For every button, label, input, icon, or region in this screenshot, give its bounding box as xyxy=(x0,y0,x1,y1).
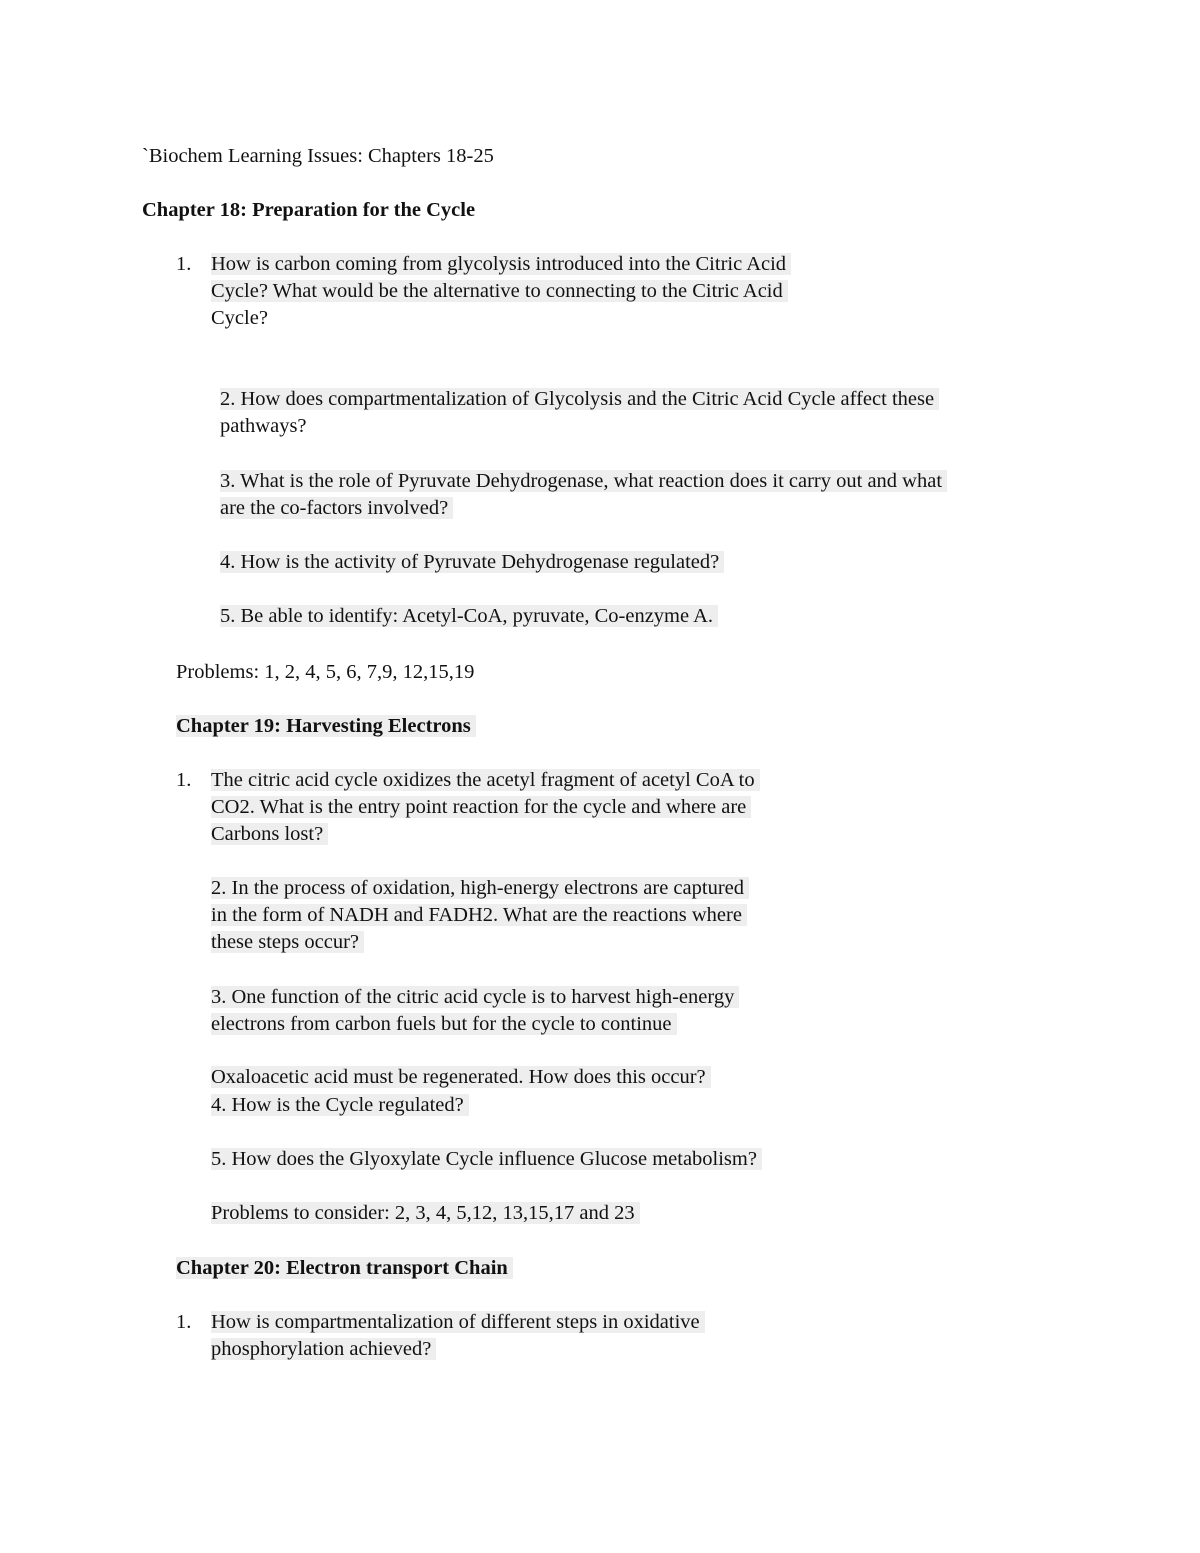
list-number: 1. xyxy=(176,769,192,791)
ch19-question-2 xyxy=(211,875,749,956)
ch19-q2-line-1: 2. In the process of oxidation, high-energy electrons are captured xyxy=(211,877,749,899)
ch18-question-1 xyxy=(176,251,896,332)
ch18-question-5: 5. Be able to identify: Acetyl-CoA, pyruvate, Co-enzyme A. xyxy=(220,603,718,630)
ch19-q2-line-2: in the form of NADH and FADH2. What are the reactions where xyxy=(211,904,747,926)
ch19-question-4: 4. How is the Cycle regulated? xyxy=(211,1092,469,1119)
ch20-q1-line-1: How is compartmentalization of different steps in oxidative xyxy=(211,1311,705,1333)
ch19-q3-line-2: electrons from carbon fuels but for the cycle to continue xyxy=(211,1013,677,1035)
ch18-question-3 xyxy=(220,468,947,522)
ch19-question-3-continued: Oxaloacetic acid must be regenerated. How does this occur? xyxy=(211,1064,711,1091)
ch18-q1-line-1: How is carbon coming from glycolysis introduced into the Citric Acid xyxy=(211,253,791,275)
chapter-19-heading: Chapter 19: Harvesting Electrons xyxy=(176,713,476,740)
ch19-q2-line-3: these steps occur? xyxy=(211,931,364,953)
ch19-question-5: 5. How does the Glyoxylate Cycle influence Glucose metabolism? xyxy=(211,1146,762,1173)
ch19-question-3 xyxy=(211,984,739,1038)
document-title: `Biochem Learning Issues: Chapters 18-25 xyxy=(142,145,494,167)
chapter-18-heading: Chapter 18: Preparation for the Cycle xyxy=(142,199,476,221)
ch18-q1-line-3: Cycle? xyxy=(211,307,268,329)
ch18-q3-line-1: 3. What is the role of Pyruvate Dehydrogenase, what reaction does it carry out and what xyxy=(220,470,947,492)
list-number: 1. xyxy=(176,1311,192,1333)
ch20-q1-line-2: phosphorylation achieved? xyxy=(211,1338,436,1360)
ch18-q3-line-2: are the co-factors involved? xyxy=(220,497,453,519)
ch19-question-1 xyxy=(176,767,876,848)
ch19-problems: Problems to consider: 2, 3, 4, 5,12, 13,15,17 and 23 xyxy=(211,1200,640,1227)
ch18-question-2 xyxy=(220,386,939,440)
ch18-q2-line-1: 2. How does compartmentalization of Glycolysis and the Citric Acid Cycle affect these xyxy=(220,388,939,410)
ch19-q1-line-1: The citric acid cycle oxidizes the acetyl fragment of acetyl CoA to xyxy=(211,769,760,791)
ch19-q3-line-1: 3. One function of the citric acid cycle is to harvest high-energy xyxy=(211,986,739,1008)
ch19-q1-line-2: CO2. What is the entry point reaction for the cycle and where are xyxy=(211,796,751,818)
ch19-q1-line-3: Carbons lost? xyxy=(211,823,328,845)
ch18-q2-line-2: pathways? xyxy=(220,415,307,437)
ch18-problems: Problems: 1, 2, 4, 5, 6, 7,9, 12,15,19 xyxy=(176,661,475,683)
ch20-question-1 xyxy=(176,1309,816,1363)
ch18-question-4: 4. How is the activity of Pyruvate Dehydrogenase regulated? xyxy=(220,549,724,576)
list-number: 1. xyxy=(176,253,192,275)
chapter-20-heading: Chapter 20: Electron transport Chain xyxy=(176,1255,513,1282)
ch18-q1-line-2: Cycle? What would be the alternative to connecting to the Citric Acid xyxy=(211,280,788,302)
